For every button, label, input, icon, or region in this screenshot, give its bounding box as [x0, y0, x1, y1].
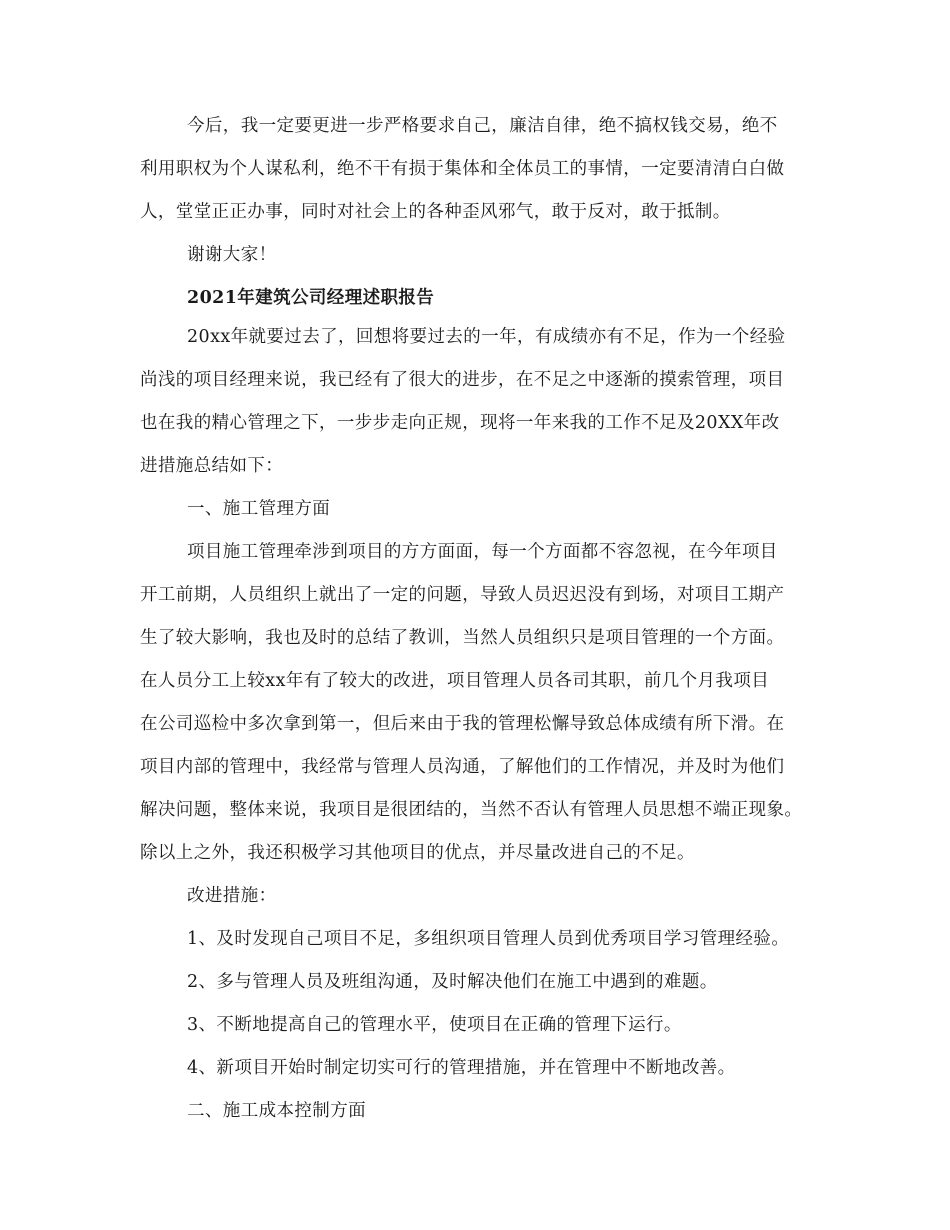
paragraph-line: 生了较大影响，我也及时的总结了教训，当然人员组织只是项目管理的一个方面。: [140, 628, 785, 648]
paragraph-line: 也在我的精心管理之下，一步步走向正规，现将一年来我的工作不足及20XX年改: [140, 413, 780, 433]
paragraph-line: 20xx年就要过去了，回想将要过去的一年，有成绩亦有不足，作为一个经验: [187, 327, 786, 347]
paragraph-line: 项目内部的管理中，我经常与管理人员沟通，了解他们的工作情况，并及时为他们: [140, 757, 785, 777]
paragraph-line: 今后，我一定要更进一步严格要求自己，廉洁自律，绝不搞权钱交易，绝不: [187, 116, 778, 136]
paragraph-line: 利用职权为个人谋私利，绝不干有损于集体和全体员工的事情，一定要清清白白做: [140, 159, 785, 179]
list-item: 3、不断地提高自己的管理水平，使项目在正确的管理下运行。: [187, 1015, 682, 1035]
paragraph-line: 除以上之外，我还积极学习其他项目的优点，并尽量改进自己的不足。: [140, 843, 695, 863]
section-heading: 二、施工成本控制方面: [187, 1101, 366, 1121]
list-item: 2、多与管理人员及班组沟通，及时解决他们在施工中遇到的难题。: [187, 972, 718, 992]
paragraph-line: 开工前期，人员组织上就出了一定的问题，导致人员迟迟没有到场，对项目工期产: [140, 585, 785, 605]
closing-line: 谢谢大家！: [187, 245, 277, 265]
paragraph-line: 在公司巡检中多次拿到第一，但后来由于我的管理松懈导致总体成绩有所下滑。在: [140, 714, 785, 734]
paragraph-line: 项目施工管理牵涉到项目的方方面面，每一个方面都不容忽视，在今年项目: [187, 542, 778, 562]
subheading: 改进措施：: [187, 886, 277, 906]
paragraph-line: 在人员分工上较xx年有了较大的改进，项目管理人员各司其职，前几个月我项目: [140, 671, 770, 691]
section-heading: 一、施工管理方面: [187, 499, 331, 519]
paragraph-line: 尚浅的项目经理来说，我已经有了很大的进步，在不足之中逐渐的摸索管理，项目: [140, 370, 785, 390]
paragraph-line: 解决问题，整体来说，我项目是很团结的，当然不否认有管理人员思想不端正现象。: [140, 800, 803, 820]
paragraph-line: 进措施总结如下：: [140, 456, 284, 476]
list-item: 1、及时发现自己项目不足，多组织项目管理人员到优秀项目学习管理经验。: [187, 929, 790, 949]
paragraph-line: 人，堂堂正正办事，同时对社会上的各种歪风邪气，敢于反对，敢于抵制。: [140, 202, 731, 222]
list-item: 4、新项目开始时制定切实可行的管理措施，并在管理中不断地改善。: [187, 1058, 736, 1078]
report-title: 2021年建筑公司经理述职报告: [187, 288, 435, 308]
